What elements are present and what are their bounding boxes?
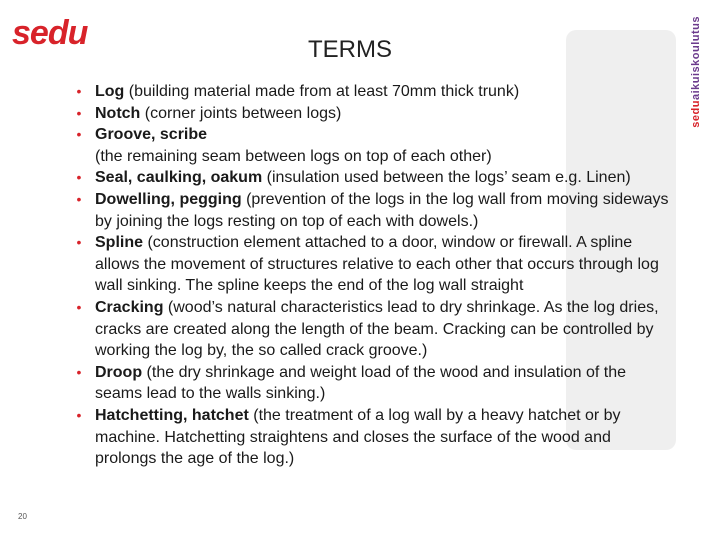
term-definition: (the dry shrinkage and weight load of the wood and insulation of the seams lead to the walls sinking.) — [95, 363, 626, 403]
bullet-icon: • — [76, 363, 82, 380]
term-definition: (wood’s natural characteristics lead to dry shrinkage. As the log dries, cracks are created along the length of the beam. Cracking can be controlled by working the log by, the so called crack groove.) — [95, 298, 659, 360]
bullet-icon: • — [76, 104, 82, 121]
bullet-icon: • — [76, 234, 82, 251]
list-item — [72, 124, 672, 167]
term-definition: (corner joints between logs) — [140, 104, 342, 122]
side-brand-rest: aikuiskoulutus — [690, 16, 702, 101]
list-item — [72, 297, 672, 362]
terms-list — [72, 81, 672, 470]
side-brand-accent: sedu — [690, 100, 702, 128]
term-name: Log — [95, 83, 125, 100]
term-name: Droop — [95, 363, 143, 381]
term-name: Notch — [95, 104, 141, 122]
list-item — [72, 232, 672, 297]
list-item — [72, 405, 672, 470]
page-number: 20 — [18, 512, 27, 521]
term-definition: (building material made from at least 70mm thick trunk) — [124, 83, 520, 100]
bullet-icon: • — [76, 406, 82, 423]
list-item — [72, 362, 672, 405]
term-name: Dowelling, pegging — [95, 190, 242, 208]
term-definition: (the remaining seam between logs on top of each other) — [95, 147, 492, 165]
term-name: Hatchetting, hatchet — [95, 406, 249, 424]
term-definition: (insulation used between the logs’ seam e.g. Linen) — [262, 169, 631, 187]
list-item — [72, 103, 672, 125]
list-item — [72, 81, 672, 103]
bullet-icon: • — [76, 126, 82, 143]
term-name: Seal, caulking, oakum — [95, 169, 263, 187]
bullet-icon: • — [76, 169, 82, 186]
term-definition: (prevention of the logs in the log wall from moving sideways by joining the logs resting on top of each with dowels.) — [95, 190, 669, 230]
slide-title: TERMS — [308, 36, 392, 63]
bullet-icon: • — [76, 83, 82, 99]
term-name: Groove, scribe — [95, 126, 208, 144]
list-item — [72, 167, 672, 189]
bullet-icon: • — [76, 298, 82, 315]
term-name: Spline — [95, 234, 144, 252]
term-definition: (the treatment of a log wall by a heavy hatchet or by machine. Hatchetting straightens and closes the surface of the wood and prolongs the age of the log.) — [95, 406, 621, 468]
term-name: Cracking — [95, 298, 164, 316]
sedu-logo: sedu — [12, 14, 88, 52]
bullet-icon: • — [76, 190, 82, 207]
term-definition: (construction element attached to a door, window or firewall. A spline allows the movement of structures relative to each other that occurs through log wall sinking. The spline keeps the end of the log wall straight — [95, 234, 659, 295]
list-item — [72, 189, 672, 232]
